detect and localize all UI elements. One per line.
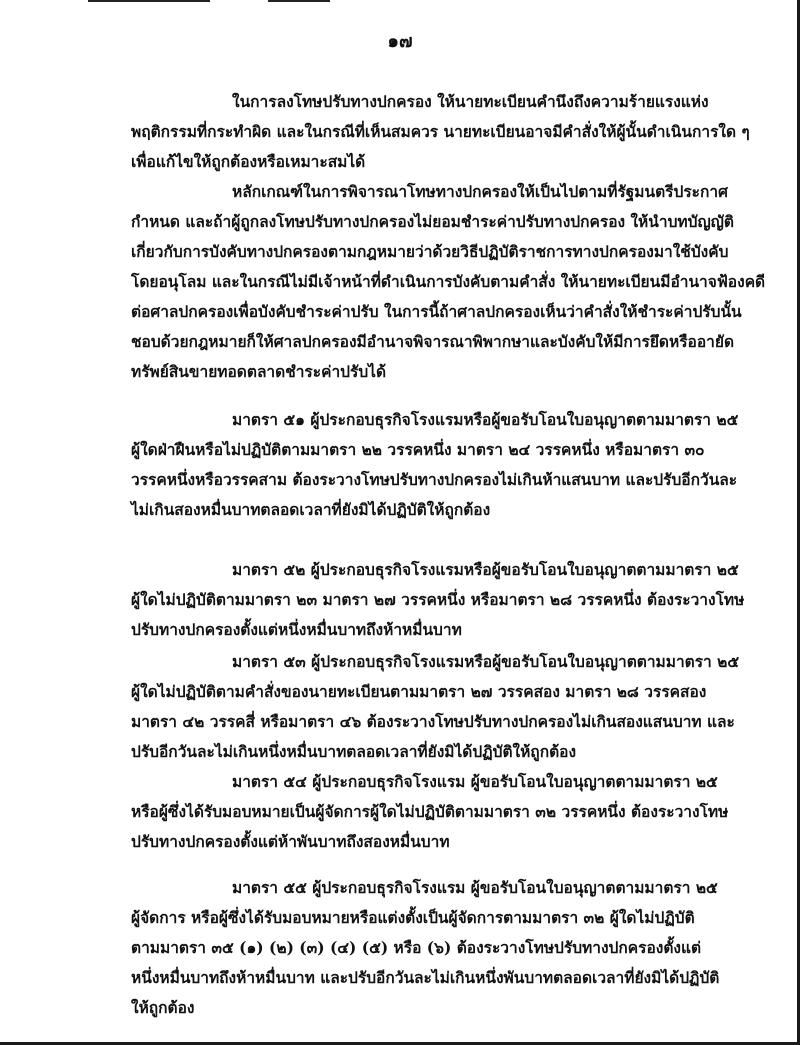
- section-55-heading-line: มาตรา ๕๕ ผู้ประกอบธุรกิจโรงแรม ผู้ขอรับโอนใบอนุญาตตามมาตรา ๒๕: [232, 878, 718, 897]
- section-51-heading-line: มาตรา ๕๑ ผู้ประกอบธุรกิจโรงแรมหรือผู้ขอรับโอนใบอนุญาตตามมาตรา ๒๕: [232, 410, 739, 429]
- paragraph-line: เกี่ยวกับการบังคับทางปกครองตามกฎหมายว่าด้วยวิธีปฏิบัติราชการทางปกครองมาใช้บังคับ: [131, 242, 729, 261]
- paragraph-line: ให้ถูกต้อง: [131, 998, 195, 1017]
- paragraph-line: มาตรา ๔๒ วรรคสี่ หรือมาตรา ๔๖ ต้องระวางโทษปรับทางปกครองไม่เกินสองแสนบาท และ: [131, 712, 735, 731]
- paragraph-line: ผู้ใดไม่ปฏิบัติตามมาตรา ๒๓ มาตรา ๒๗ วรรคหนึ่ง หรือมาตรา ๒๘ วรรคหนึ่ง ต้องระวางโทษ: [131, 590, 745, 609]
- paragraph-line: ปรับทางปกครองตั้งแต่ห้าพันบาทถึงสองหมื่นบาท: [131, 832, 450, 851]
- page-number: ๑๗: [387, 31, 413, 52]
- paragraph-line: พฤติกรรมที่กระทำผิด และในกรณีที่เห็นสมควร นายทะเบียนอาจมีคำสั่งให้ผู้นั้นดำเนินการใด ๆ: [131, 122, 750, 141]
- section-54-heading-line: มาตรา ๕๔ ผู้ประกอบธุรกิจโรงแรม ผู้ขอรับโอนใบอนุญาตตามมาตรา ๒๕: [232, 772, 718, 791]
- paragraph-line: ต่อศาลปกครองเพื่อบังคับชำระค่าปรับ ในการนี้ถ้าศาลปกครองเห็นว่าคำสั่งให้ชำระค่าปรับนั้น: [131, 302, 742, 321]
- paragraph-line: ผู้จัดการ หรือผู้ซึ่งได้รับมอบหมายหรือแต่งตั้งเป็นผู้จัดการตามมาตรา ๓๒ ผู้ใดไม่ปฏิบัติ: [131, 908, 695, 927]
- paragraph-line: ไม่เกินสองหมื่นบาทตลอดเวลาที่ยังมิได้ปฏิบัติให้ถูกต้อง: [131, 500, 491, 519]
- paragraph-line: ผู้ใดฝ่าฝืนหรือไม่ปฏิบัติตามมาตรา ๒๒ วรรคหนึ่ง มาตรา ๒๔ วรรคหนึ่ง หรือมาตรา ๓๐: [131, 440, 705, 459]
- paragraph-line: ในการลงโทษปรับทางปกครอง ให้นายทะเบียนคำนึงถึงความร้ายแรงแห่ง: [232, 92, 709, 111]
- paragraph-line: โดยอนุโลม และในกรณีไม่มีเจ้าหน้าที่ดำเนินการบังคับตามคำสั่ง ให้นายทะเบียนมีอำนาจฟ้องคดี: [131, 272, 766, 291]
- paragraph-line: วรรคหนึ่งหรือวรรคสาม ต้องระวางโทษปรับทางปกครองไม่เกินห้าแสนบาท และปรับอีกวันละ: [131, 470, 738, 489]
- paragraph-line: ชอบด้วยกฎหมายก็ให้ศาลปกครองมีอำนาจพิจารณาพิพากษาและบังคับให้มีการยึดหรืออายัด: [131, 332, 735, 351]
- section-53-heading-line: มาตรา ๕๓ ผู้ประกอบธุรกิจโรงแรมหรือผู้ขอรับโอนใบอนุญาตตามมาตรา ๒๕: [232, 652, 740, 671]
- paragraph-line: หลักเกณฑ์ในการพิจารณาโทษทางปกครองให้เป็นไปตามที่รัฐมนตรีประกาศ: [232, 182, 728, 201]
- section-52-heading-line: มาตรา ๕๒ ผู้ประกอบธุรกิจโรงแรมหรือผู้ขอรับโอนใบอนุญาตตามมาตรา ๒๕: [232, 560, 739, 579]
- paragraph-line: ทรัพย์สินขายทอดตลาดชำระค่าปรับได้: [131, 362, 387, 381]
- paragraph-line: ปรับทางปกครองตั้งแต่หนึ่งหมื่นบาทถึงห้าหมื่นบาท: [131, 620, 462, 639]
- paragraph-line: หนึ่งหมื่นบาทถึงห้าหมื่นบาท และปรับอีกวันละไม่เกินหนึ่งพันบาทตลอดเวลาที่ยังมิได้ปฏิบัติ: [131, 968, 720, 987]
- paragraph-line: กำหนด และถ้าผู้ถูกลงโทษปรับทางปกครองไม่ยอมชำระค่าปรับทางปกครอง ให้นำบทบัญญัติ: [131, 212, 734, 231]
- paragraph-line: เพื่อแก้ไขให้ถูกต้องหรือเหมาะสมได้: [131, 152, 366, 171]
- paragraph-line: ผู้ใดไม่ปฏิบัติตามคำสั่งของนายทะเบียนตามมาตรา ๒๗ วรรคสอง มาตรา ๒๘ วรรคสอง: [131, 682, 707, 701]
- paragraph-line: หรือผู้ซึ่งได้รับมอบหมายเป็นผู้จัดการผู้ใดไม่ปฏิบัติตามมาตรา ๓๒ วรรคหนึ่ง ต้องระวางโทษ: [131, 802, 729, 821]
- paragraph-line: ปรับอีกวันละไม่เกินหนึ่งหมื่นบาทตลอดเวลาที่ยังมิได้ปฏิบัติให้ถูกต้อง: [131, 742, 577, 761]
- paragraph-line: ตามมาตรา ๓๕ (๑) (๒) (๓) (๔) (๕) หรือ (๖) ต้องระวางโทษปรับทางปกครองตั้งแต่: [131, 938, 702, 957]
